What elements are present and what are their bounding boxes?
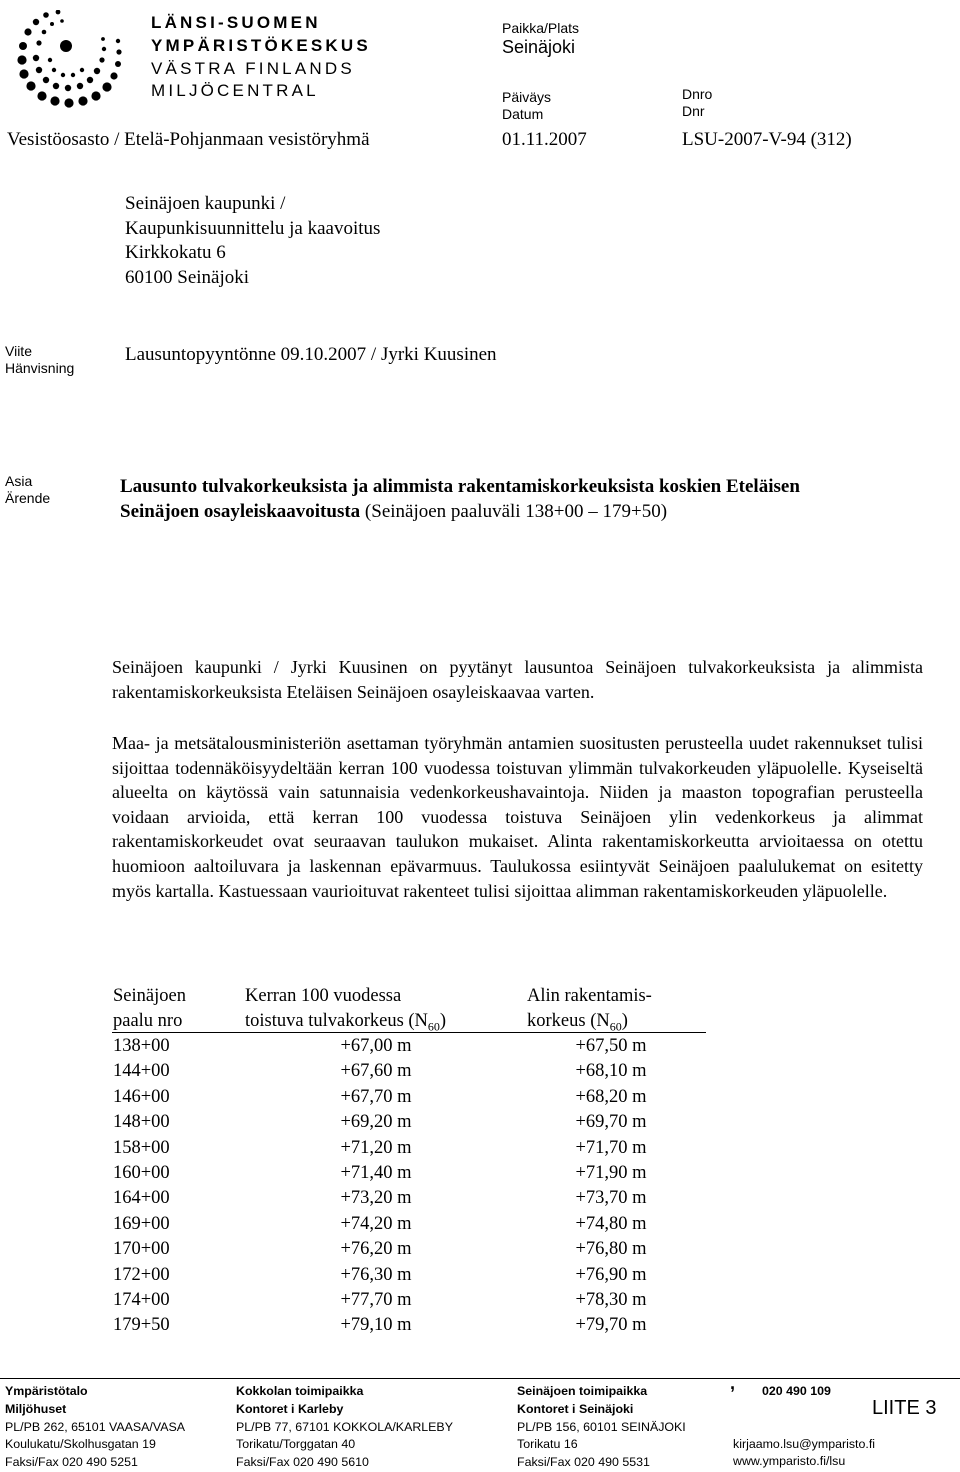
place-label: Paikka/Plats (502, 20, 580, 36)
table-row (113, 1161, 711, 1186)
table-cell-station: 148+00 (113, 1112, 170, 1133)
table-row (113, 1263, 711, 1288)
table-cell-min-building-level: +73,70 m (575, 1188, 647, 1209)
footer-col3-line1: Seinäjoen toimipaikka (517, 1384, 648, 1398)
table-cell-min-building-level: +79,70 m (575, 1315, 647, 1336)
footer-phone: 020 490 109 (762, 1384, 831, 1398)
footer-col2-line4: Torikatu/Torggatan 40 (236, 1437, 356, 1452)
table-cell-station: 146+00 (113, 1086, 170, 1107)
footer-email: kirjaamo.lsu@ymparisto.fi (733, 1437, 876, 1451)
table-cell-station: 174+00 (113, 1290, 170, 1311)
table-row (113, 1034, 711, 1059)
table-row (113, 1313, 711, 1338)
table-cell-flood-level: +73,20 m (340, 1188, 412, 1209)
table-cell-flood-level: +67,00 m (340, 1036, 412, 1056)
organization-logo (6, 10, 386, 110)
recipient-line-2: Kaupunkisuunnittelu ja kaavoitus (125, 217, 381, 239)
footer-col1-line2: Miljöhuset (5, 1401, 67, 1416)
department: Vesistöosasto / Etelä-Pohjanmaan vesistöryhmä (7, 129, 370, 150)
table-cell-flood-level: +67,70 m (340, 1086, 412, 1107)
footer-col3-line4: Torikatu 16 (517, 1437, 578, 1452)
table-row (113, 1186, 711, 1211)
dnro-label-sv: Dnr (682, 103, 705, 119)
table-cell-min-building-level: +76,90 m (575, 1264, 647, 1285)
reference-label-fi: Viite (5, 343, 32, 359)
footer-col-1 (5, 1383, 185, 1472)
table-cell-flood-level: +71,20 m (340, 1137, 412, 1158)
table-cell-flood-level: +79,10 m (340, 1315, 412, 1336)
dnro-value: LSU-2007-V-94 (312) (682, 129, 852, 150)
table-header-col2-close: ) (439, 1011, 447, 1031)
subject-line-1: Lausunto tulvakorkeuksista ja alimmista rakentamiskorkeuksista koskien Eteläisen (120, 476, 800, 497)
dnro-label-fi: Dnro (682, 86, 713, 102)
subject-line-2: Seinäjoen osayleiskaavoitusta (120, 501, 361, 522)
table-header-col2-line1: Kerran 100 vuodessa (245, 986, 402, 1006)
footer-col1-line5: Faksi/Fax 020 490 5251 (5, 1455, 138, 1470)
table-header-col3-line1: Alin rakentamis- (527, 986, 652, 1006)
subject-line-2-tail: (Seinäjoen paaluväli 138+00 – 179+50) (360, 501, 668, 522)
table-header-col1-line2: paalu nro (113, 1011, 183, 1031)
date-label-fi: Päiväys (502, 89, 552, 105)
table-cell-flood-level: +71,40 m (340, 1163, 412, 1184)
table-cell-flood-level: +76,30 m (340, 1264, 412, 1285)
subject-label-sv: Ärende (5, 490, 51, 506)
table-cell-station: 160+00 (113, 1163, 170, 1184)
recipient-line-3: Kirkkokatu 6 (125, 242, 226, 263)
table-header-col3-sub: 60 (609, 1019, 622, 1034)
table-cell-min-building-level: +69,70 m (575, 1112, 647, 1133)
recipient-address (125, 192, 380, 290)
table-header-col2-sub: 60 (427, 1019, 440, 1034)
table-cell-station: 144+00 (113, 1061, 170, 1082)
logo-line-2: YMPÄRISTÖKESKUS (151, 36, 371, 55)
table-cell-min-building-level: +68,10 m (575, 1061, 647, 1082)
footer-col3-line3: PL/PB 156, 60101 SEINÄJOKI (517, 1419, 686, 1434)
date-value: 01.11.2007 (502, 129, 587, 150)
table-row (113, 1288, 711, 1313)
reference-label-sv: Hänvisning (5, 360, 75, 376)
table-row (113, 1059, 711, 1084)
footer-rule (0, 1378, 960, 1379)
subject-label-fi: Asia (5, 473, 33, 489)
footer-col2-line5: Faksi/Fax 020 490 5610 (236, 1455, 369, 1470)
attachment-label: LIITE 3 (872, 1397, 937, 1419)
table-cell-station: 170+00 (113, 1239, 170, 1260)
recipient-line-1: Seinäjoen kaupunki / (125, 193, 286, 214)
footer-col2-line3: PL/PB 77, 67101 KOKKOLA/KARLEBY (236, 1419, 453, 1434)
table-cell-flood-level: +74,20 m (340, 1213, 412, 1234)
footer-col1-line4: Koulukatu/Skolhusgatan 19 (5, 1437, 156, 1452)
table-cell-min-building-level: +78,30 m (575, 1290, 647, 1311)
table-header-col3-line2: korkeus (N (527, 1011, 610, 1031)
table-cell-station: 172+00 (113, 1264, 170, 1285)
table-cell-station: 164+00 (113, 1188, 170, 1209)
table-cell-min-building-level: +71,90 m (575, 1163, 647, 1184)
footer-comma: , (730, 1373, 736, 1393)
table-row (113, 1136, 711, 1161)
body-paragraph-2: Maa- ja metsätalousministeriön asettaman työryhmän antamien suositusten perusteella uudet rakennukset tulisi sijoittaa todennäköisyydeltään kerran 100 vuodessa toistuvan ylimmän tulvakorkeuden yläpuolelle. Kyseiseltä alueelta on käytössä vain satunnaisia vedenkorkeushavaintoja. Niiden ja maaston topografian perusteella voidaan arvioida, että kerran 100 vuodessa toistuva Seinäjoen ylin vedenkorkeus ja alimmat rakentamiskorkeudet ovat seuraavan taulukon mukaiset. Alinta rakentamiskorkeutta arvioitaessa on otettu huomioon aaltoiluvara ja laskennan epävarmuus. Taulukossa esiintyvät Seinäjoen paalulukemat on esitetty myös kartalla. Kastuessaan vaurioituvat rakenteet tulisi sijoittaa alimman rakentamiskorkeuden yläpuolelle. (112, 733, 923, 901)
footer-col1-line1: Ympäristötalo (5, 1384, 88, 1398)
date-label-sv: Datum (502, 106, 544, 122)
table-cell-station: 158+00 (113, 1137, 170, 1158)
place-value: Seinäjoki (502, 37, 576, 57)
footer-col2-line2: Kontoret i Karleby (236, 1401, 344, 1416)
table-header-rule (112, 1032, 706, 1033)
table-cell-station: 169+00 (113, 1213, 170, 1234)
footer-col1-line3: PL/PB 262, 65101 VAASA/VASA (5, 1419, 186, 1434)
table-cell-min-building-level: +76,80 m (575, 1239, 647, 1260)
reference-value: Lausuntopyyntönne 09.10.2007 / Jyrki Kuusinen (125, 344, 497, 365)
table-header-col1-line1: Seinäjoen (113, 986, 186, 1006)
footer-col2-line1: Kokkolan toimipaikka (236, 1384, 364, 1398)
logo-line-4: MILJÖCENTRAL (151, 81, 319, 100)
table-cell-station: 138+00 (113, 1036, 170, 1056)
table-cell-flood-level: +67,60 m (340, 1061, 412, 1082)
water-level-table-body (113, 1034, 711, 1339)
logo-line-3: VÄSTRA FINLANDS (151, 59, 355, 78)
table-header-col1 (113, 984, 186, 1034)
table-cell-min-building-level: +67,50 m (575, 1036, 647, 1056)
water-level-table (113, 1034, 711, 1339)
table-cell-min-building-level: +68,20 m (575, 1086, 647, 1107)
subject-text (120, 474, 940, 524)
table-header-col3-close: ) (621, 1011, 628, 1031)
table-cell-flood-level: +69,20 m (340, 1112, 412, 1133)
table-cell-station: 179+50 (113, 1315, 170, 1336)
logo-dot-ring-icon (6, 10, 136, 110)
table-cell-flood-level: +76,20 m (340, 1239, 412, 1260)
footer-col3-line5: Faksi/Fax 020 490 5531 (517, 1455, 650, 1470)
table-header-col2-line2: toistuva tulvakorkeus (N (245, 1011, 428, 1031)
table-row (113, 1085, 711, 1110)
table-cell-min-building-level: +71,70 m (575, 1137, 647, 1158)
table-cell-flood-level: +77,70 m (340, 1290, 412, 1311)
table-row (113, 1237, 711, 1262)
recipient-line-4: 60100 Seinäjoki (125, 266, 250, 288)
table-row (113, 1212, 711, 1237)
body-paragraph-1: Seinäjoen kaupunki / Jyrki Kuusinen on pyytänyt lausuntoa Seinäjoen tulvakorkeuksista ja alimmista rakentamiskorkeuksista Eteläisen Seinäjoen osayleiskaavaa varten. (112, 657, 923, 702)
table-cell-min-building-level: +74,80 m (575, 1213, 647, 1234)
footer-col3-line2: Kontoret i Seinäjoki (517, 1401, 634, 1416)
footer-col-3 (517, 1383, 686, 1472)
table-row (113, 1110, 711, 1135)
footer-web: www.ymparisto.fi/lsu (733, 1454, 846, 1468)
logo-line-1: LÄNSI-SUOMEN (151, 13, 321, 32)
footer-col-2 (236, 1383, 453, 1472)
